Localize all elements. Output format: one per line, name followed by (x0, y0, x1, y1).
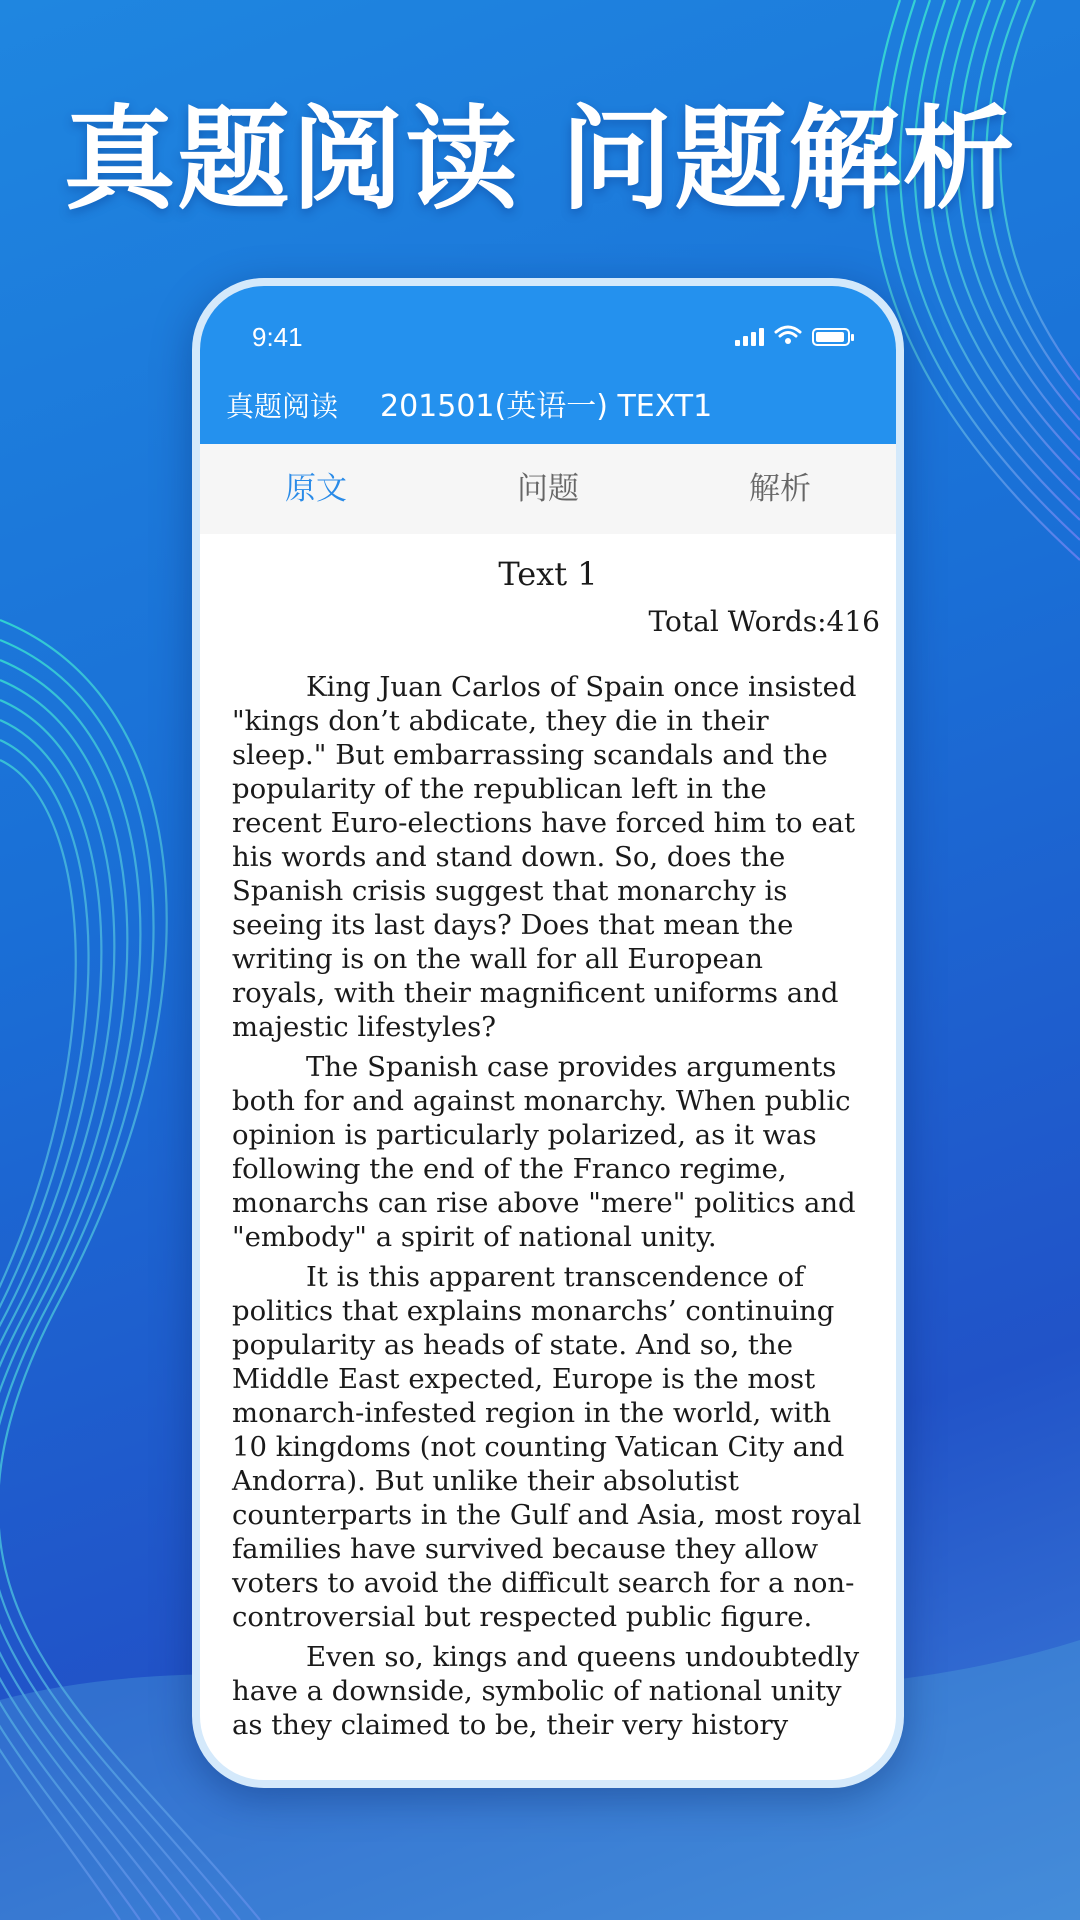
passage (232, 670, 864, 1742)
promo-headline: 真题阅读 问题解析 (63, 95, 1017, 225)
status-bar (200, 286, 896, 376)
article-content[interactable] (200, 534, 896, 1742)
phone-frame (192, 278, 904, 1788)
nav-bar (200, 382, 896, 432)
paragraph: It is this apparent transcendence of politics that explains monarchs’ continuing popularity as heads of state. And so, the Middle East expected, Europe is the most monarch-infested region in the world, with 10 kingdoms (not counting Vatican City and Andorra). But unlike their absolutist counterparts in the Gulf and Asia, most royal families have survived because they allow voters to avoid the difficult search for a non-controversial but respected public figure. (232, 1261, 862, 1633)
battery-icon (812, 328, 850, 346)
wifi-icon (774, 324, 802, 346)
paragraph: The Spanish case provides arguments both for and against monarchy. When public opinion is particularly polarized, as it was following the end of the Franco regime, monarchs can rise above "mere" politics and "embody" a spirit of national unity. (232, 1051, 856, 1253)
back-button[interactable]: 真题阅读 (226, 390, 339, 423)
page-title: 201501(英语一) TEXT1 (380, 389, 713, 424)
status-time: 9:41 (252, 322, 303, 352)
paragraph: Even so, kings and queens undoubtedly have a downside, symbolic of national unity as they claimed to be, their very history (232, 1641, 860, 1741)
article-title: Text 1 (498, 555, 598, 593)
word-count: Total Words:416 (648, 605, 880, 638)
cellular-signal-icon (735, 326, 764, 346)
tab-bar (200, 444, 896, 534)
tab-original-text[interactable]: 原文 (285, 471, 347, 507)
tab-analysis[interactable]: 解析 (749, 471, 811, 507)
paragraph: King Juan Carlos of Spain once insisted "kings don’t abdicate, they die in their sleep." But embarrassing scandals and the popularity of the republican left in the recent Euro-elections have forced him to eat his words and stand down. So, does the Spanish crisis suggest that monarchy is seeing its last days? Does that mean the writing is on the wall for all European royals, with their magnificent uniforms and majestic lifestyles? (232, 671, 857, 1043)
tab-questions[interactable]: 问题 (517, 471, 579, 507)
status-icons (735, 324, 850, 346)
app-header (200, 286, 896, 444)
